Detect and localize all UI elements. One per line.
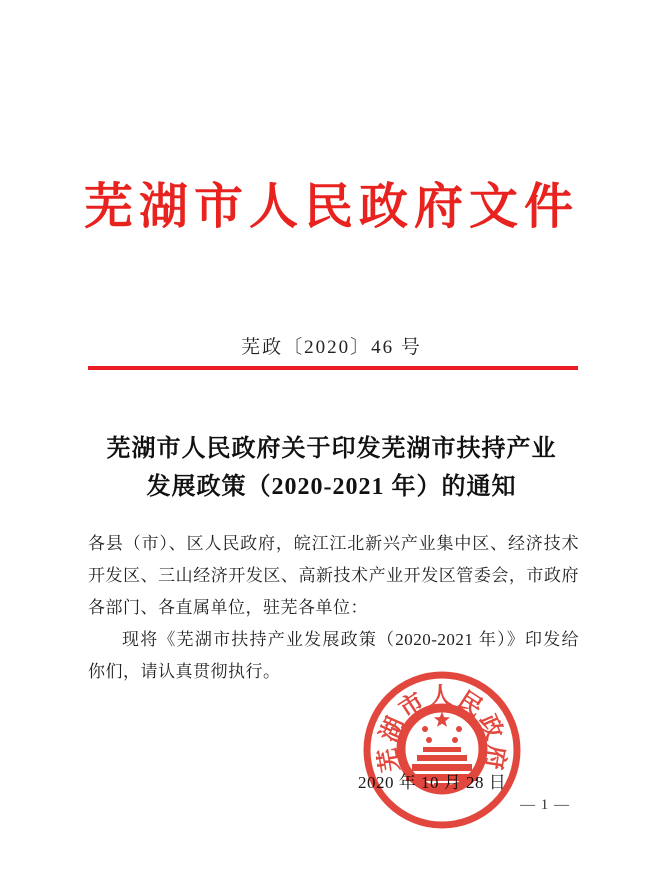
addressees-paragraph: 各县（市）、区人民政府，皖江江北新兴产业集中区、经济技术开发区、三山经济开发区、高新技术产业开发区管委会，市政府各部门、各直属单位，驻芜各单位： bbox=[88, 534, 579, 617]
emblem-small-star bbox=[422, 726, 428, 732]
emblem-gate-roof bbox=[423, 747, 461, 752]
agency-banner: 芜湖市人民政府文件 bbox=[83, 179, 579, 234]
emblem-small-star bbox=[456, 726, 462, 732]
official-seal-graphic bbox=[357, 665, 527, 835]
notice-paragraph: 现将《芜湖市扶持产业发展政策（2020-2021 年）》印发给你们，请认真贯彻执行。 bbox=[88, 630, 579, 681]
emblem-small-star bbox=[452, 737, 458, 743]
document-title-line2: 发展政策（2020-2021 年）的通知 bbox=[146, 474, 517, 500]
emblem-big-star bbox=[434, 712, 450, 727]
emblem-gate-tier bbox=[417, 755, 467, 761]
official-seal bbox=[357, 665, 527, 835]
document-title-line1: 芜湖市人民政府关于印发芜湖市扶持产业 bbox=[106, 436, 557, 462]
red-divider-rule bbox=[88, 366, 578, 370]
seal-arc-text: 芜湖市人民政府 bbox=[374, 683, 510, 774]
document-number: 芜政〔2020〕46 号 bbox=[241, 337, 422, 358]
issue-date: 2020 年 10 月 28 日 bbox=[358, 773, 507, 792]
document-body bbox=[88, 528, 579, 688]
emblem-small-star bbox=[426, 737, 432, 743]
page-number: — 1 — bbox=[520, 797, 570, 813]
document-title bbox=[0, 430, 663, 506]
